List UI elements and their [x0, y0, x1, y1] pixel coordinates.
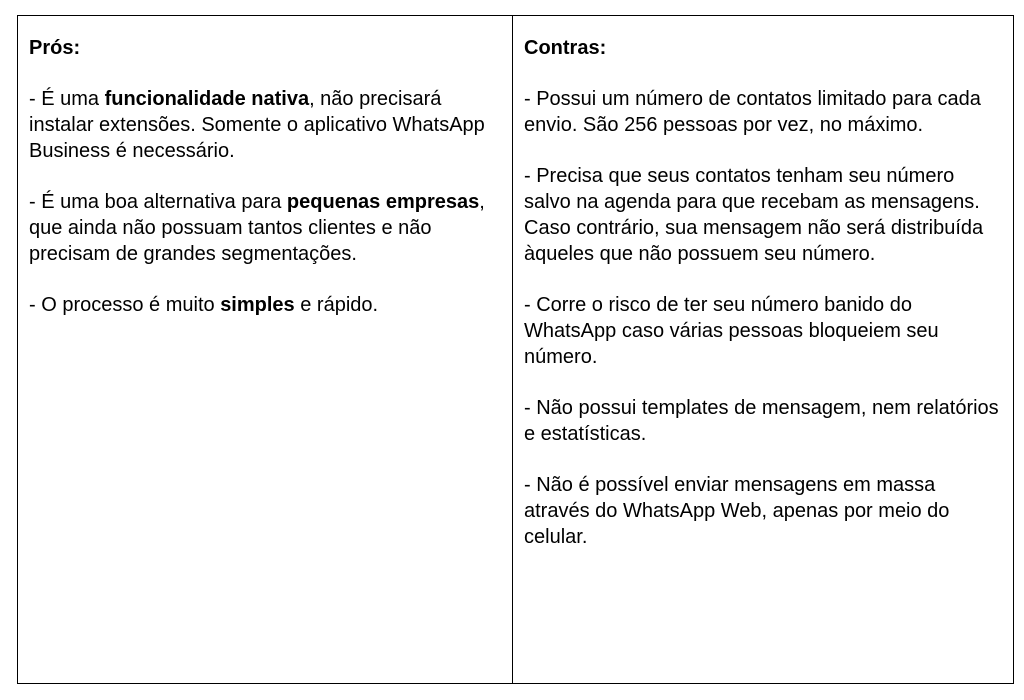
text-run: - Corre o risco de ter seu número banido do WhatsApp caso várias pessoas bloqueiem seu número. [524, 294, 939, 368]
text-run: e rápido. [294, 294, 379, 316]
cons-item [524, 395, 1003, 447]
pros-item [29, 292, 502, 318]
bold-text: simples [220, 294, 295, 316]
pros-column [18, 16, 513, 683]
cons-item [524, 163, 1003, 267]
cons-item [524, 86, 1003, 138]
text-run: - O processo é muito [29, 294, 221, 316]
pros-heading: Prós: [29, 37, 81, 59]
text-run: , que ainda não possuam tantos clientes e não precisam de grandes segmentações. [29, 191, 485, 265]
pros-item [29, 189, 502, 267]
text-run: , não precisará instalar extensões. Somente o aplicativo WhatsApp Business é necessário. [29, 88, 485, 162]
pros-cons-table [17, 15, 1014, 684]
pros-item [29, 86, 502, 164]
cons-heading: Contras: [524, 37, 607, 59]
bold-text: funcionalidade nativa [104, 88, 310, 110]
text-run: - É uma [29, 88, 105, 110]
text-run: - Não é possível enviar mensagens em massa através do WhatsApp Web, apenas por meio do celular. [524, 474, 950, 548]
text-run: - É uma boa alternativa para [29, 191, 287, 213]
text-run: - Não possui templates de mensagem, nem relatórios e estatísticas. [524, 397, 999, 445]
text-run: - Possui um número de contatos limitado para cada envio. São 256 pessoas por vez, no máximo. [524, 88, 981, 136]
bold-text: pequenas empresas [286, 191, 480, 213]
cons-item [524, 472, 1003, 550]
cons-item [524, 292, 1003, 370]
text-run: - Precisa que seus contatos tenham seu número salvo na agenda para que recebam as mensagens. Caso contrário, sua mensagem não será distribuída àqueles que não possuem seu número. [524, 165, 984, 265]
cons-column [513, 16, 1013, 683]
